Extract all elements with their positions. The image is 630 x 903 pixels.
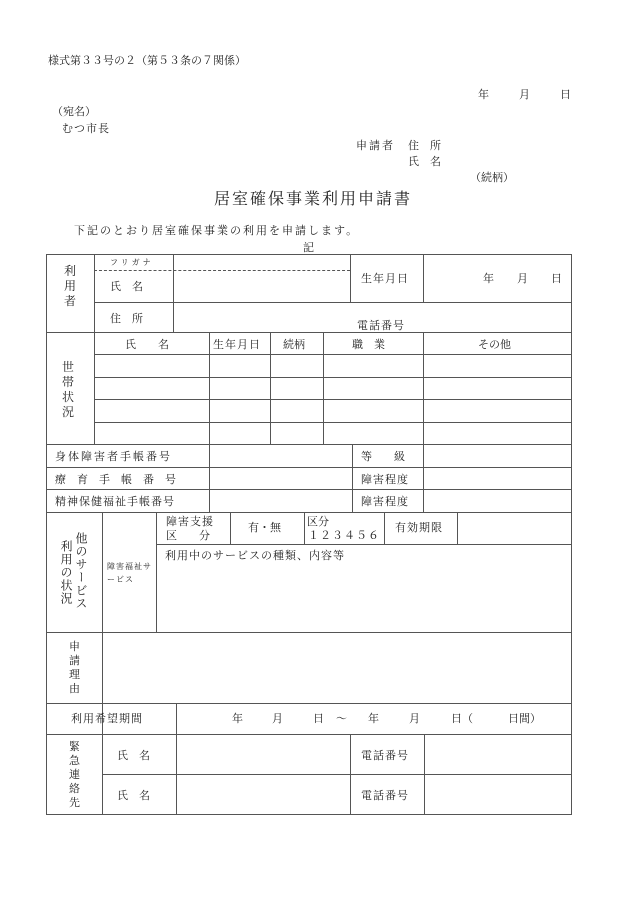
user-name-input[interactable] [174,271,349,301]
physical-handbook-label: 身体障害者手帳番号 [55,450,172,463]
yes-no-option[interactable]: 有・無 [248,521,281,534]
date-month: 月 [519,88,530,101]
services-details-input[interactable] [157,562,571,632]
period-start-year: 年 [232,712,243,725]
period-end-day: 日（ [451,712,473,725]
emergency-name-label: 氏 名 [117,749,150,762]
category-options[interactable]: １２３４５６ [308,529,380,542]
mental-handbook-label: 精神保健福祉手帳番号 [55,495,175,508]
period-tilde: ～ [336,712,347,725]
emergency-name-input[interactable] [177,775,349,814]
addressee: むつ市長 [62,122,110,135]
validity-label: 有効期限 [395,521,443,534]
rehab-handbook-label: 療 育 手 帳 番 号 [55,473,176,486]
user-birth-label: 生年月日 [361,272,409,285]
user-name-label: 氏 名 [110,280,143,293]
period-days: 日間） [508,712,541,725]
household-header-other: その他 [478,338,511,351]
applicant-address-label: 住 所 [408,139,441,152]
reason-section-label: 申請理由 [69,640,80,695]
services-section-label-b: 他のサービス [74,532,88,610]
household-header-occupation: 職 業 [352,338,385,351]
mental-handbook-input[interactable] [210,490,351,512]
applicant-relation-label: （続柄） [470,171,514,184]
furigana-label: フリガナ [110,258,154,267]
household-row[interactable] [95,355,571,377]
emergency-phone-input[interactable] [425,735,571,774]
household-header-birth: 生年月日 [213,338,261,351]
emergency-phone-label: 電話番号 [361,749,409,762]
physical-handbook-input[interactable] [210,445,351,467]
reason-input[interactable] [103,633,571,703]
physical-grade-input[interactable] [424,445,571,467]
emergency-name-label: 氏 名 [117,789,150,802]
user-birth-month: 月 [517,272,528,285]
date-day: 日 [560,88,571,101]
emergency-phone-input[interactable] [425,775,571,814]
rehab-degree-input[interactable] [424,468,571,489]
user-birth-year: 年 [483,272,494,285]
user-birth-day: 日 [551,272,562,285]
emergency-name-input[interactable] [177,735,349,774]
period-end-month: 月 [409,712,420,725]
support-category-label-2: 区 分 [166,529,210,542]
mental-degree-input[interactable] [424,490,571,512]
applicant-label: 申請者 [356,139,395,152]
applicant-name-label: 氏 名 [408,155,441,168]
services-section-label-a: 利用の状況 [59,540,73,605]
period-end-year: 年 [368,712,379,725]
support-category-label-1: 障害支援 [166,515,214,528]
household-row[interactable] [95,423,571,444]
user-section-label: 利用者 [64,264,78,308]
rehab-degree-label: 障害程度 [361,473,409,486]
period-start-day: 日 [313,712,324,725]
services-details-label: 利用中のサービスの種類、内容等 [165,549,345,562]
period-label: 利用希望期間 [71,712,143,725]
page-title: 居室確保事業利用申請書 [214,189,413,208]
household-header-name: 氏 名 [125,338,169,351]
addressee-label: （宛名） [52,105,96,118]
form-number: 様式第３３号の２（第５３条の７関係） [48,54,246,67]
date-year: 年 [478,88,489,101]
household-section-label: 世帯状況 [62,360,75,419]
ki-label: 記 [303,241,314,254]
user-phone-label: 電話番号 [357,319,405,332]
household-row[interactable] [95,378,571,399]
furigana-input[interactable] [174,255,349,270]
household-row[interactable] [95,400,571,422]
user-address-label: 住 所 [110,312,143,325]
emergency-section-label: 緊急連絡先 [69,740,80,809]
physical-grade-label: 等 級 [361,450,405,463]
validity-input[interactable] [458,513,571,544]
category-label: 区分 [307,515,329,528]
mental-degree-label: 障害程度 [361,495,409,508]
period-start-month: 月 [272,712,283,725]
intro-text: 下記のとおり居室確保事業の利用を申請します。 [74,224,360,237]
rehab-handbook-input[interactable] [210,468,351,489]
welfare-services-label: 障害福祉サービス [107,562,152,584]
household-header-relation: 続柄 [283,338,305,351]
emergency-phone-label: 電話番号 [361,789,409,802]
